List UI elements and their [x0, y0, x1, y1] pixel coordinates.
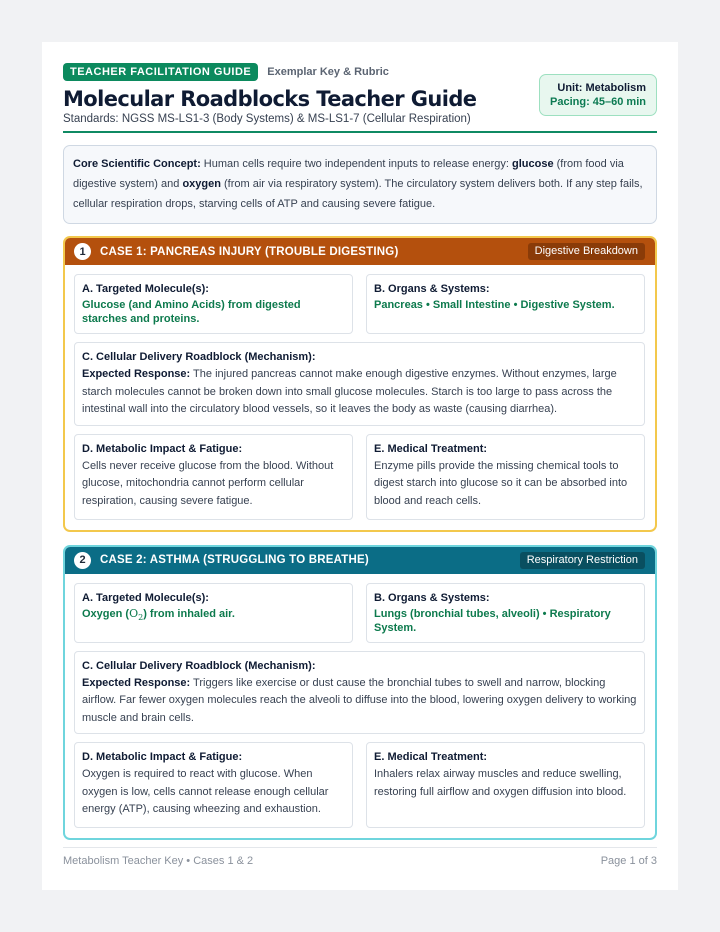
box-heading: A. Targeted Molecule(s): — [82, 591, 209, 604]
oxygen-prefix: Oxygen ( — [82, 607, 130, 620]
case-title: CASE 1: PANCREAS INJURY (TROUBLE DIGESTING) — [100, 245, 399, 258]
box-heading: B. Organs & Systems: — [374, 591, 490, 604]
page-number: Page 1 of 3 — [600, 855, 657, 867]
oxygen-formula: O — [129, 606, 139, 620]
box-heading: E. Medical Treatment: — [374, 442, 488, 455]
box-heading: D. Metabolic Impact & Fatigue: — [82, 442, 243, 455]
case-row-de — [74, 742, 645, 828]
page-footer — [63, 847, 657, 867]
box-heading: E. Medical Treatment: — [374, 751, 488, 763]
expected-response-text: Triggers like exercise or dust cause the bronchial tubes to swell and narrow, blocking airflow. Far fewer oxygen molecules reach the alveoli to diffuse into the blood, lowering oxygen delivery to working muscle and brain cells. — [82, 676, 637, 724]
case-tag: Digestive Breakdown — [528, 243, 645, 260]
box-heading: C. Cellular Delivery Roadblock (Mechanism): — [82, 659, 316, 672]
targeted-molecule-box — [74, 274, 353, 334]
case-1-body — [65, 265, 655, 530]
guide-badge: TEACHER FACILITATION GUIDE — [63, 63, 258, 81]
page — [42, 42, 678, 890]
targeted-molecule-answer — [82, 607, 345, 625]
box-heading: A. Targeted Molecule(s): — [82, 283, 209, 295]
organs-systems-answer: Lungs (bronchial tubes, alveoli) • Respiratory System. — [374, 607, 611, 634]
metabolic-impact-text: Oxygen is required to react with glucose. When oxygen is low, cells cannot release enough cellular energy (ATP), causing wheezing and exhaustion. — [82, 768, 329, 815]
medical-treatment-box — [366, 742, 645, 828]
case-1-header — [65, 238, 655, 265]
core-text-3: (from air via respiratory system). The circulatory system delivers both. If any step fails, cellular respiration drops, starving cells of ATP and causing severe fatigue. — [73, 178, 643, 210]
page-title: Molecular Roadblocks Teacher Guide — [63, 87, 477, 111]
case-row-ab — [74, 274, 645, 334]
organs-systems-box — [366, 583, 645, 643]
medical-treatment-box — [366, 434, 645, 520]
footer-title: Metabolism Teacher Key • Cases 1 & 2 — [63, 855, 254, 867]
core-concept-box — [63, 145, 657, 224]
case-row-de — [74, 434, 645, 520]
core-text-1: Human cells require two independent inputs to release energy: — [200, 158, 512, 170]
box-heading: B. Organs & Systems: — [374, 283, 490, 295]
guide-subtitle: Exemplar Key & Rubric — [267, 66, 389, 78]
metabolic-impact-box — [74, 742, 353, 828]
medical-treatment-text: Inhalers relax airway muscles and reduce swelling, restoring full airflow and oxygen diffusion into blood. — [374, 768, 627, 798]
targeted-molecule-box — [74, 583, 353, 643]
metabolic-impact-text: Cells never receive glucose from the blood. Without glucose, mitochondria cannot perform cellular respiration, causing severe fatigue. — [82, 459, 334, 507]
expected-response — [82, 366, 637, 419]
case-number-badge: 1 — [74, 243, 91, 260]
case-2-card — [63, 545, 657, 841]
page-header — [63, 63, 657, 133]
core-text-2: (from food via digestive system) and — [73, 158, 624, 190]
roadblock-mechanism-box — [74, 651, 645, 735]
case-number-badge: 2 — [74, 552, 91, 569]
pacing-label: Pacing: 45–60 min — [550, 96, 646, 108]
core-concept-label: Core Scientific Concept: — [73, 158, 201, 170]
case-1-card — [63, 236, 657, 532]
roadblock-mechanism-box — [74, 342, 645, 426]
case-tag: Respiratory Restriction — [520, 552, 645, 569]
organs-systems-answer: Pancreas • Small Intestine • Digestive System. — [374, 299, 615, 311]
unit-label: Unit: Metabolism — [557, 82, 646, 94]
metabolic-impact-box — [74, 434, 353, 520]
oxygen-subscript: 2 — [138, 612, 144, 622]
oxygen-suffix: ) from inhaled air. — [143, 607, 235, 620]
unit-info-box — [539, 74, 657, 116]
case-2-body — [65, 574, 655, 839]
expected-response-label: Expected Response: — [82, 368, 191, 380]
expected-response — [82, 675, 637, 728]
box-heading: D. Metabolic Impact & Fatigue: — [82, 751, 243, 763]
medical-treatment-text: Enzyme pills provide the missing chemical tools to digest starch into glucose so it can be absorbed into blood and reach cells. — [374, 459, 628, 507]
page-content — [63, 63, 657, 840]
case-2-header — [65, 547, 655, 574]
case-row-ab — [74, 583, 645, 643]
organs-systems-box — [366, 274, 645, 334]
expected-response-text: The injured pancreas cannot make enough digestive enzymes. Without enzymes, large starch molecules cannot be broken down into small glucose molecules. Starch is too large to pass across the intestinal wall into the circulatory blood vessels, so it leaves the body as waste (causing diarrhea). — [82, 368, 617, 415]
expected-response-label: Expected Response: — [82, 676, 191, 689]
box-heading: C. Cellular Delivery Roadblock (Mechanism): — [82, 351, 316, 363]
core-glucose: glucose — [512, 158, 554, 170]
case-title: CASE 2: ASTHMA (STRUGGLING TO BREATHE) — [100, 554, 369, 566]
standards-line: Standards: NGSS MS-LS1-3 (Body Systems) & MS-LS1-7 (Cellular Respiration) — [63, 113, 471, 125]
core-oxygen: oxygen — [182, 178, 221, 190]
targeted-molecule-answer: Glucose (and Amino Acids) from digested starches and proteins. — [82, 299, 301, 325]
